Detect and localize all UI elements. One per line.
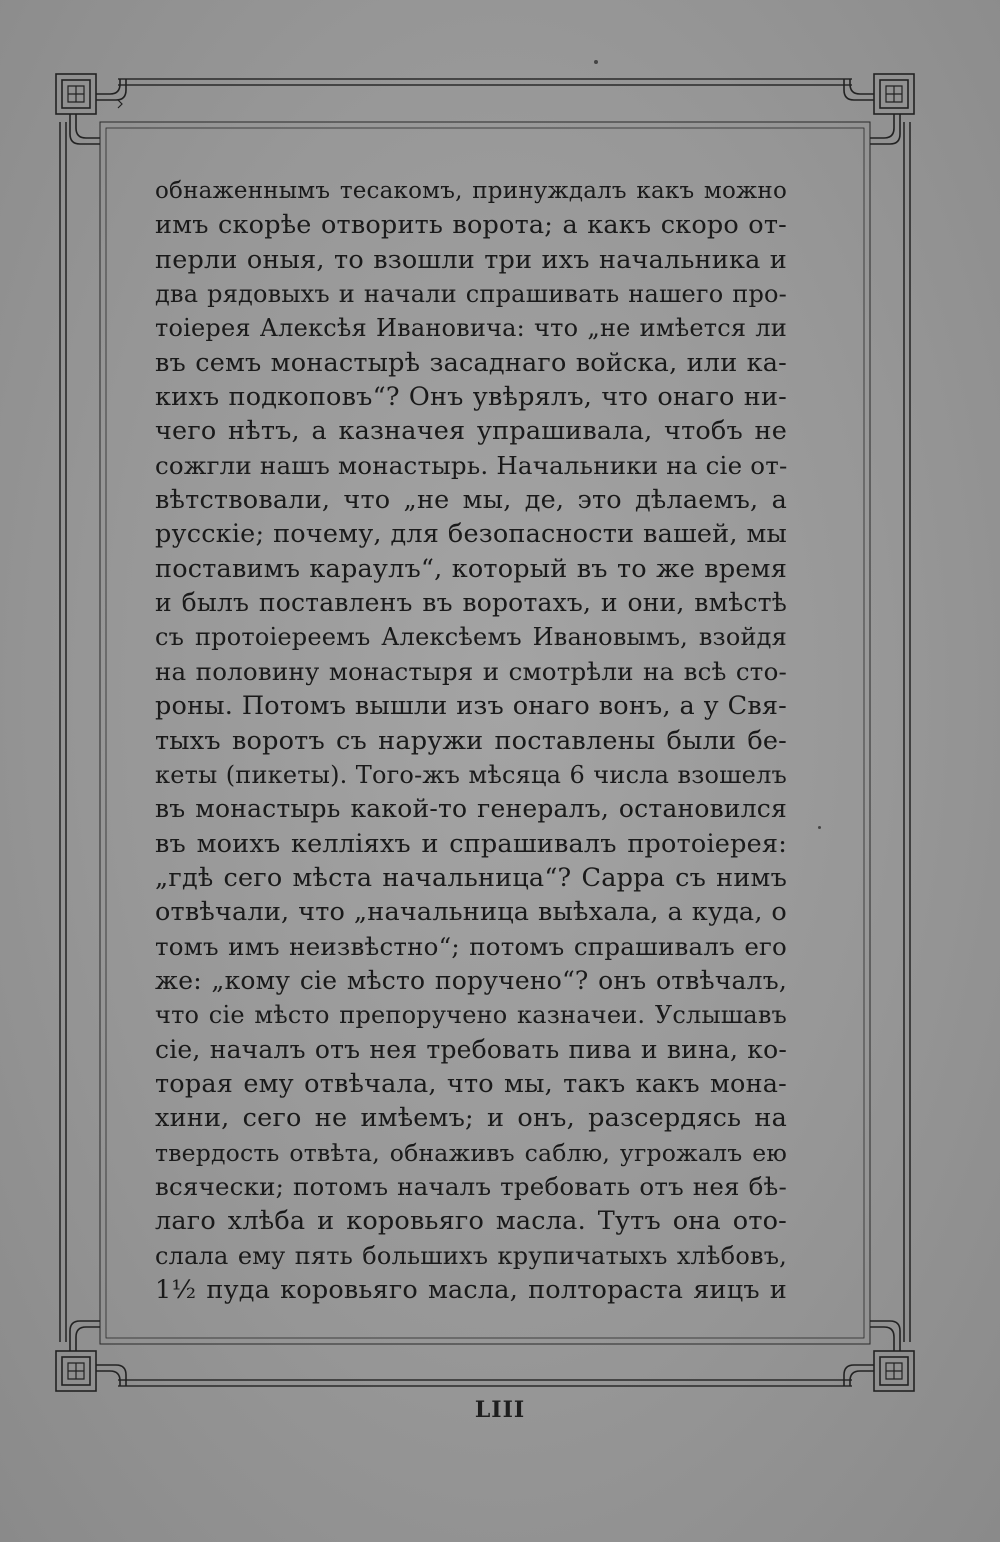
- text-line: отвѣчали, что „начальница выѣхала, а куда, о: [155, 897, 787, 928]
- text-line: обнаженнымъ тесакомъ, принуждалъ какъ можно: [155, 178, 787, 204]
- print-speck: [594, 60, 598, 64]
- text-line: кеты (пикеты). Того-жъ мѣсяца 6 числа взошелъ: [155, 760, 787, 789]
- text-line: слала ему пять большихъ крупичатыхъ хлѣбовъ,: [155, 1241, 787, 1270]
- text-line: имъ скорѣе отворить ворота; а какъ скоро от-: [155, 210, 787, 241]
- text-line: поставимъ караулъ“, который въ то же время: [155, 553, 787, 584]
- text-line: русскіе; почему, для безопасности вашей, мы: [155, 519, 787, 550]
- text-line: 1½ пуда коровьяго масла, полтораста яицъ и: [155, 1275, 787, 1305]
- text-line: сожгли нашъ монастырь. Начальники на сіе от-: [155, 450, 787, 480]
- text-line: въ семъ монастырѣ засаднаго войска, или ка-: [155, 347, 787, 378]
- text-line: тыхъ воротъ съ наружи поставлены были бе-: [155, 725, 787, 756]
- text-line: хини, сего не имѣемъ; и онъ, разсердясь на: [155, 1103, 787, 1134]
- text-line: всячески; потомъ началъ требовать отъ нея бѣ-: [155, 1171, 787, 1201]
- text-line: два рядовыхъ и начали спрашивать нашего про-: [155, 280, 787, 309]
- text-line: тоіерея Алексѣя Ивановича: что „не имѣется ли: [155, 314, 787, 343]
- body-text: [155, 174, 787, 1307]
- text-line: перли оныя, то взошли три ихъ начальника и: [155, 244, 787, 275]
- text-line: кихъ подкоповъ“? Онъ увѣрялъ, что онаго ни-: [155, 382, 787, 413]
- text-line: на половину монастыря и смотрѣли на всѣ сто-: [155, 656, 787, 686]
- text-line: торая ему отвѣчала, что мы, такъ какъ мона-: [155, 1068, 787, 1099]
- text-line: „гдѣ сего мѣста начальница“? Сарра съ нимъ: [155, 862, 787, 893]
- print-speck: [818, 826, 821, 829]
- text-line: и былъ поставленъ въ воротахъ, и они, вмѣстѣ: [155, 588, 787, 618]
- text-line: томъ имъ неизвѣстно“; потомъ спрашивалъ его: [155, 931, 787, 961]
- text-line: въ монастырь какой-то генералъ, остановился: [155, 794, 787, 824]
- text-line: съ протоіереемъ Алексѣемъ Ивановымъ, взойдя: [155, 623, 787, 652]
- text-line: сіе, началъ отъ нея требовать пива и вина, ко-: [155, 1034, 787, 1064]
- page-number: LIII: [474, 1397, 526, 1423]
- text-line: же: „кому сіе мѣсто поручено“? онъ отвѣчалъ,: [155, 965, 787, 995]
- text-line: что сіе мѣсто препоручено казначеи. Услышавъ: [155, 1001, 787, 1030]
- text-line: твердость отвѣта, обнаживъ саблю, угрожалъ ею: [155, 1138, 787, 1167]
- text-line: чего нѣтъ, а казначея упрашивала, чтобъ не: [155, 416, 787, 447]
- text-line: вѣтствовали, что „не мы, де, это дѣлаемъ, а: [155, 485, 787, 516]
- text-line: лаго хлѣба и коровьяго масла. Тутъ она ото-: [155, 1206, 787, 1237]
- text-line: въ моихъ келліяхъ и спрашивалъ протоіерея:: [155, 828, 787, 859]
- text-line: роны. Потомъ вышли изъ онаго вонъ, а у Свя-: [155, 691, 787, 722]
